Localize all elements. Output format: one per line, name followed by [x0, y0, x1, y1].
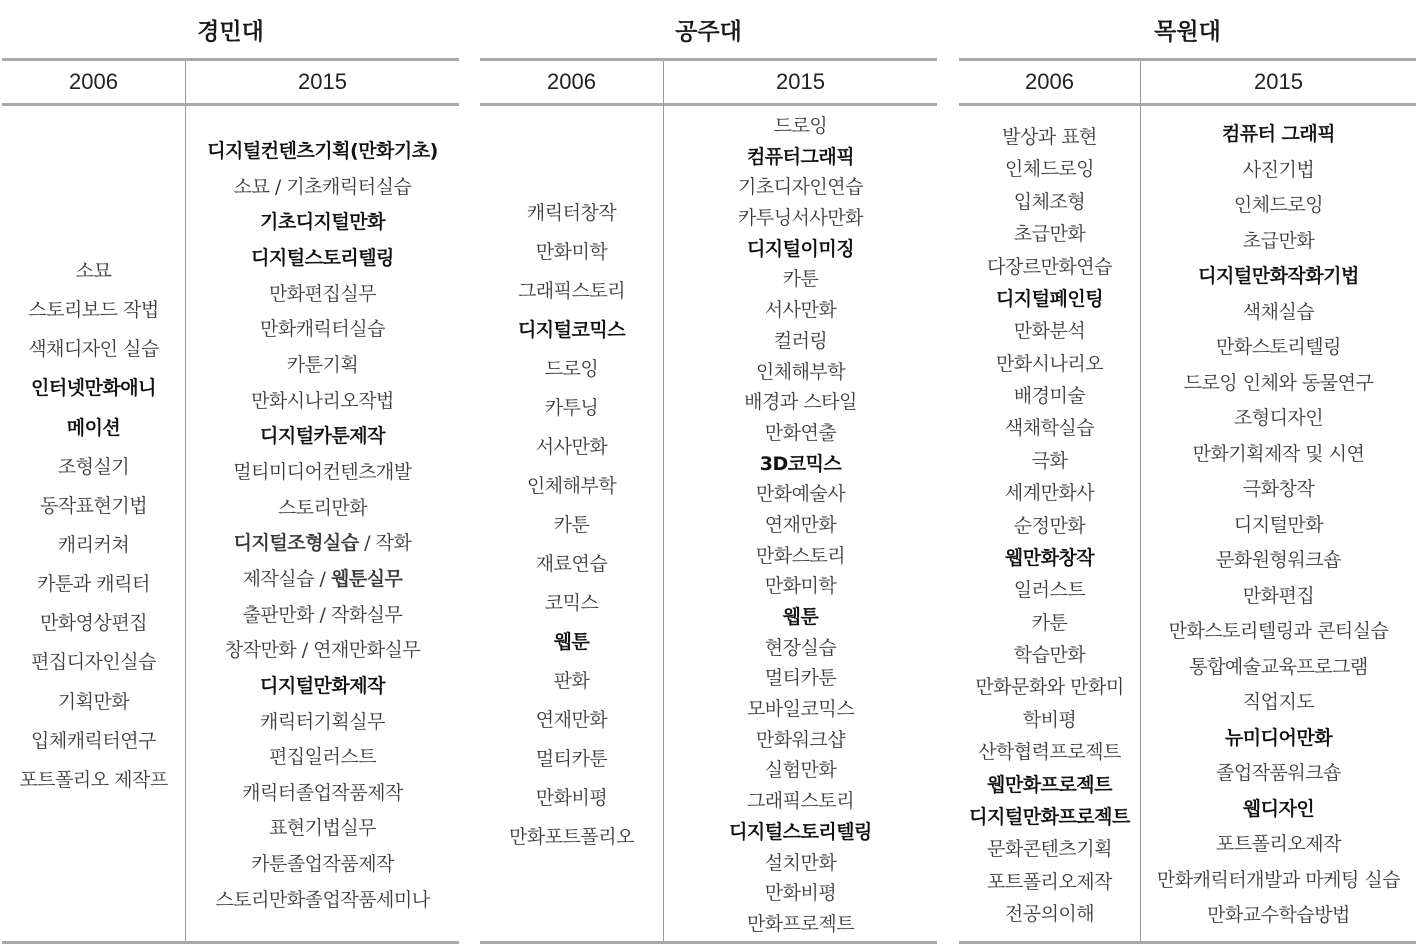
university-section-kongju — [480, 0, 937, 952]
course-item: 실험만화 — [764, 759, 837, 782]
course-item: 카툰 — [782, 268, 819, 291]
year-header-2006: 2006 — [547, 69, 596, 94]
course-item: 카툰기획 — [286, 353, 359, 376]
course-item: 문화콘텐츠기획 — [987, 838, 1112, 861]
year-header-2006: 2006 — [1025, 69, 1074, 94]
course-item: 디지털이미징 — [746, 237, 855, 260]
course-list-2006 — [2, 262, 185, 790]
course-item: 드로잉 — [773, 115, 828, 137]
course-item: 초급만화 — [1242, 229, 1315, 252]
course-item: 디지털만화 — [1233, 513, 1324, 536]
course-item: 재료연습 — [535, 553, 608, 575]
course-item: 웹툰 — [553, 631, 590, 653]
course-item: 만화비평 — [764, 882, 837, 905]
course-item: 극화창작 — [1242, 478, 1315, 500]
course-item: 웹만화창작 — [1004, 546, 1095, 569]
course-item: 산학협력프로젝트 — [978, 741, 1121, 764]
course-item: 카투닝서사만화 — [738, 207, 863, 230]
course-item: 디지털만화작화기법 — [1198, 265, 1359, 287]
course-item: 색채학실습 — [1004, 417, 1095, 440]
course-list-2015 — [664, 117, 937, 934]
course-item: 통합예술교육프로그램 — [1189, 655, 1368, 678]
course-item: 현장실습 — [764, 636, 837, 659]
course-item: 카툰 — [1031, 611, 1068, 634]
course-item: 컬러링 — [773, 329, 828, 352]
course-item: 디지털만화제작 — [260, 674, 385, 697]
year-rule — [2, 103, 459, 106]
course-item: 직업지도 — [1242, 691, 1315, 713]
course-item: 디지털만화프로젝트 — [969, 805, 1130, 828]
course-item: 만화미학 — [535, 241, 608, 263]
course-item: 색채디자인 실습 — [28, 338, 159, 361]
course-item: 디지털스토리텔링 — [251, 246, 394, 269]
course-item: 소묘 / 기초캐릭터실습 — [233, 175, 412, 198]
course-item-part: / 작화 — [358, 532, 412, 555]
course-item: 웹디자인 — [1242, 797, 1315, 820]
year-rule — [480, 103, 937, 106]
course-item: 초급만화 — [1013, 223, 1086, 246]
course-item: 입체캐릭터연구 — [31, 729, 156, 752]
course-item: 스토리만화졸업작품세미나 — [215, 888, 430, 911]
course-item: 만화비평 — [535, 787, 608, 809]
university-name: 목원대 — [1154, 18, 1221, 45]
course-item: 만화스토리 — [755, 544, 846, 567]
course-item: 다장르만화연습 — [987, 255, 1112, 278]
course-item: 디지털카툰제작 — [260, 425, 385, 448]
course-item: 컴퓨터 그래픽 — [1221, 123, 1336, 145]
course-item: 포트폴리오 제작프 — [19, 768, 168, 791]
course-item: 학습만화 — [1013, 644, 1086, 666]
university-name: 공주대 — [675, 18, 742, 45]
course-item: 만화포트폴리오 — [509, 826, 634, 848]
course-item: 입체조형 — [1013, 190, 1086, 213]
course-item: 기초디지털만화 — [260, 211, 385, 234]
course-item: 발상과 표현 — [1002, 126, 1097, 148]
course-item-part: 제작실습 / — [242, 567, 331, 590]
course-item: 세계만화사 — [1004, 482, 1095, 505]
course-item: 만화기획제작 및 시연 — [1192, 442, 1365, 465]
course-item: 웹툰 — [782, 606, 819, 628]
course-item: 캐릭터기획실무 — [260, 710, 385, 733]
course-item: 만화캐릭터개발과 마케팅 실습 — [1156, 868, 1401, 891]
course-item: 디지털코믹스 — [517, 319, 626, 341]
course-item: 만화연출 — [764, 421, 837, 444]
course-item: 배경미술 — [1013, 385, 1086, 407]
course-list-2006 — [959, 128, 1140, 924]
course-item: 표현기법실무 — [268, 817, 377, 840]
course-item: 컴퓨터그래픽 — [746, 145, 855, 168]
course-item: 학비평 — [1022, 708, 1077, 731]
year-rule — [959, 103, 1416, 106]
course-list-2006 — [480, 204, 663, 847]
course-item: 카툰졸업작품제작 — [251, 853, 394, 876]
course-item: 소묘 — [75, 260, 112, 282]
course-item: 뉴미디어만화 — [1224, 726, 1333, 749]
course-item: 그래픽스토리 — [746, 790, 855, 813]
course-item: 만화문화와 만화미 — [975, 676, 1124, 699]
year-header-2015: 2015 — [776, 69, 825, 94]
course-item: 코믹스 — [544, 592, 599, 614]
course-item: 만화스토리텔링과 콘티실습 — [1168, 620, 1389, 642]
course-item: 만화교수학습방법 — [1207, 904, 1350, 926]
course-list-2015 — [1141, 125, 1416, 925]
course-item: 디지털컨텐츠기획(만화기초) — [207, 140, 438, 162]
course-item: 편집디자인실습 — [31, 651, 156, 674]
course-item: 스토리만화 — [277, 496, 368, 519]
course-item: 만화영상편집 — [39, 612, 148, 635]
course-item: 캐리커쳐 — [57, 533, 130, 556]
course-item: 인체드로잉 — [1004, 158, 1095, 181]
course-item: 그래픽스토리 — [517, 280, 626, 302]
bottom-rule — [959, 941, 1416, 944]
course-item: 디지털페인팅 — [995, 287, 1104, 310]
course-item: 동작표현기법 — [39, 494, 148, 517]
course-item: 포트폴리오제작 — [1216, 833, 1341, 855]
course-item: 만화시나리오작법 — [251, 389, 394, 412]
course-item: 3D코믹스 — [759, 452, 842, 475]
course-item: 카툰과 캐릭터 — [37, 573, 150, 596]
course-item: 극화 — [1031, 449, 1068, 472]
course-item: 기초디자인연습 — [738, 176, 863, 199]
course-item: 문화원형워크숍 — [1216, 549, 1341, 571]
course-item: 카투닝 — [544, 397, 599, 419]
course-item: 연재만화 — [535, 709, 608, 731]
year-header-2015: 2015 — [1254, 69, 1303, 94]
year-header-2006: 2006 — [69, 69, 118, 94]
course-item: 인체해부학 — [755, 360, 846, 383]
course-item: 만화캐릭터실습 — [260, 318, 385, 341]
course-item: 스토리보드 작법 — [28, 299, 159, 322]
course-item: 캐릭터창작 — [526, 202, 617, 224]
course-item: 연재만화 — [764, 513, 837, 536]
bottom-rule — [2, 941, 459, 944]
course-item: 만화시나리오 — [995, 352, 1104, 375]
course-item: 만화프로젝트 — [746, 912, 855, 935]
course-item: 카툰 — [553, 514, 590, 536]
course-item: 디지털스토리텔링 — [729, 820, 872, 843]
course-item: 웹만화프로젝트 — [987, 773, 1112, 796]
course-item: 만화예술사 — [755, 483, 846, 506]
course-item: 판화 — [553, 670, 590, 692]
course-item: 편집일러스트 — [268, 746, 377, 769]
course-item: 전공의이해 — [1004, 903, 1095, 925]
course-item: 모바일코믹스 — [746, 698, 855, 721]
course-item: 만화분석 — [1013, 320, 1086, 343]
course-item: 출판만화 / 작화실무 — [242, 603, 403, 626]
course-item: 인터넷만화애니 — [31, 377, 156, 400]
course-list-2015 — [186, 142, 459, 910]
course-item: 색채실습 — [1242, 300, 1315, 323]
year-header-2015: 2015 — [298, 69, 347, 94]
course-item: 서사만화 — [535, 436, 608, 458]
course-item: 캐릭터졸업작품제작 — [242, 781, 403, 804]
course-item: 만화스토리텔링 — [1216, 336, 1341, 358]
course-item — [234, 534, 412, 553]
university-section-mokwon — [959, 0, 1416, 952]
course-item: 조형실기 — [57, 455, 130, 478]
course-item: 멀티카툰 — [535, 748, 608, 770]
course-item: 만화미학 — [764, 575, 837, 598]
course-item: 포트폴리오제작 — [987, 870, 1112, 893]
bottom-rule — [480, 941, 937, 944]
university-section-kyungmin — [2, 0, 459, 952]
course-item: 설치만화 — [764, 851, 837, 874]
course-item: 메이션 — [66, 416, 121, 439]
course-item: 서사만화 — [764, 299, 837, 322]
course-item: 멀티카툰 — [764, 667, 837, 690]
course-item: 일러스트 — [1013, 579, 1086, 602]
course-item: 드로잉 — [544, 358, 599, 380]
course-item: 배경과 스타일 — [744, 391, 857, 414]
course-item — [242, 567, 403, 590]
course-item: 만화편집실무 — [268, 282, 377, 305]
course-item: 기획만화 — [57, 690, 130, 713]
course-item: 창작만화 / 연재만화실무 — [224, 639, 421, 662]
course-item: 졸업작품워크숍 — [1216, 762, 1341, 784]
university-name: 경민대 — [197, 18, 264, 45]
course-item: 만화편집 — [1242, 584, 1315, 607]
course-item: 순정만화 — [1013, 514, 1086, 537]
course-item-part: 디지털조형실습 — [233, 532, 359, 555]
course-item: 조형디자인 — [1233, 407, 1324, 429]
course-item: 만화워크샵 — [755, 728, 846, 751]
course-item: 인체해부학 — [526, 475, 617, 497]
course-item-part: 웹툰실무 — [330, 567, 403, 590]
course-item: 인체드로잉 — [1233, 194, 1324, 216]
course-item: 드로잉 인체와 동물연구 — [1183, 371, 1374, 394]
course-item: 사진기법 — [1242, 158, 1315, 181]
course-item: 멀티미디어컨텐츠개발 — [233, 460, 412, 483]
